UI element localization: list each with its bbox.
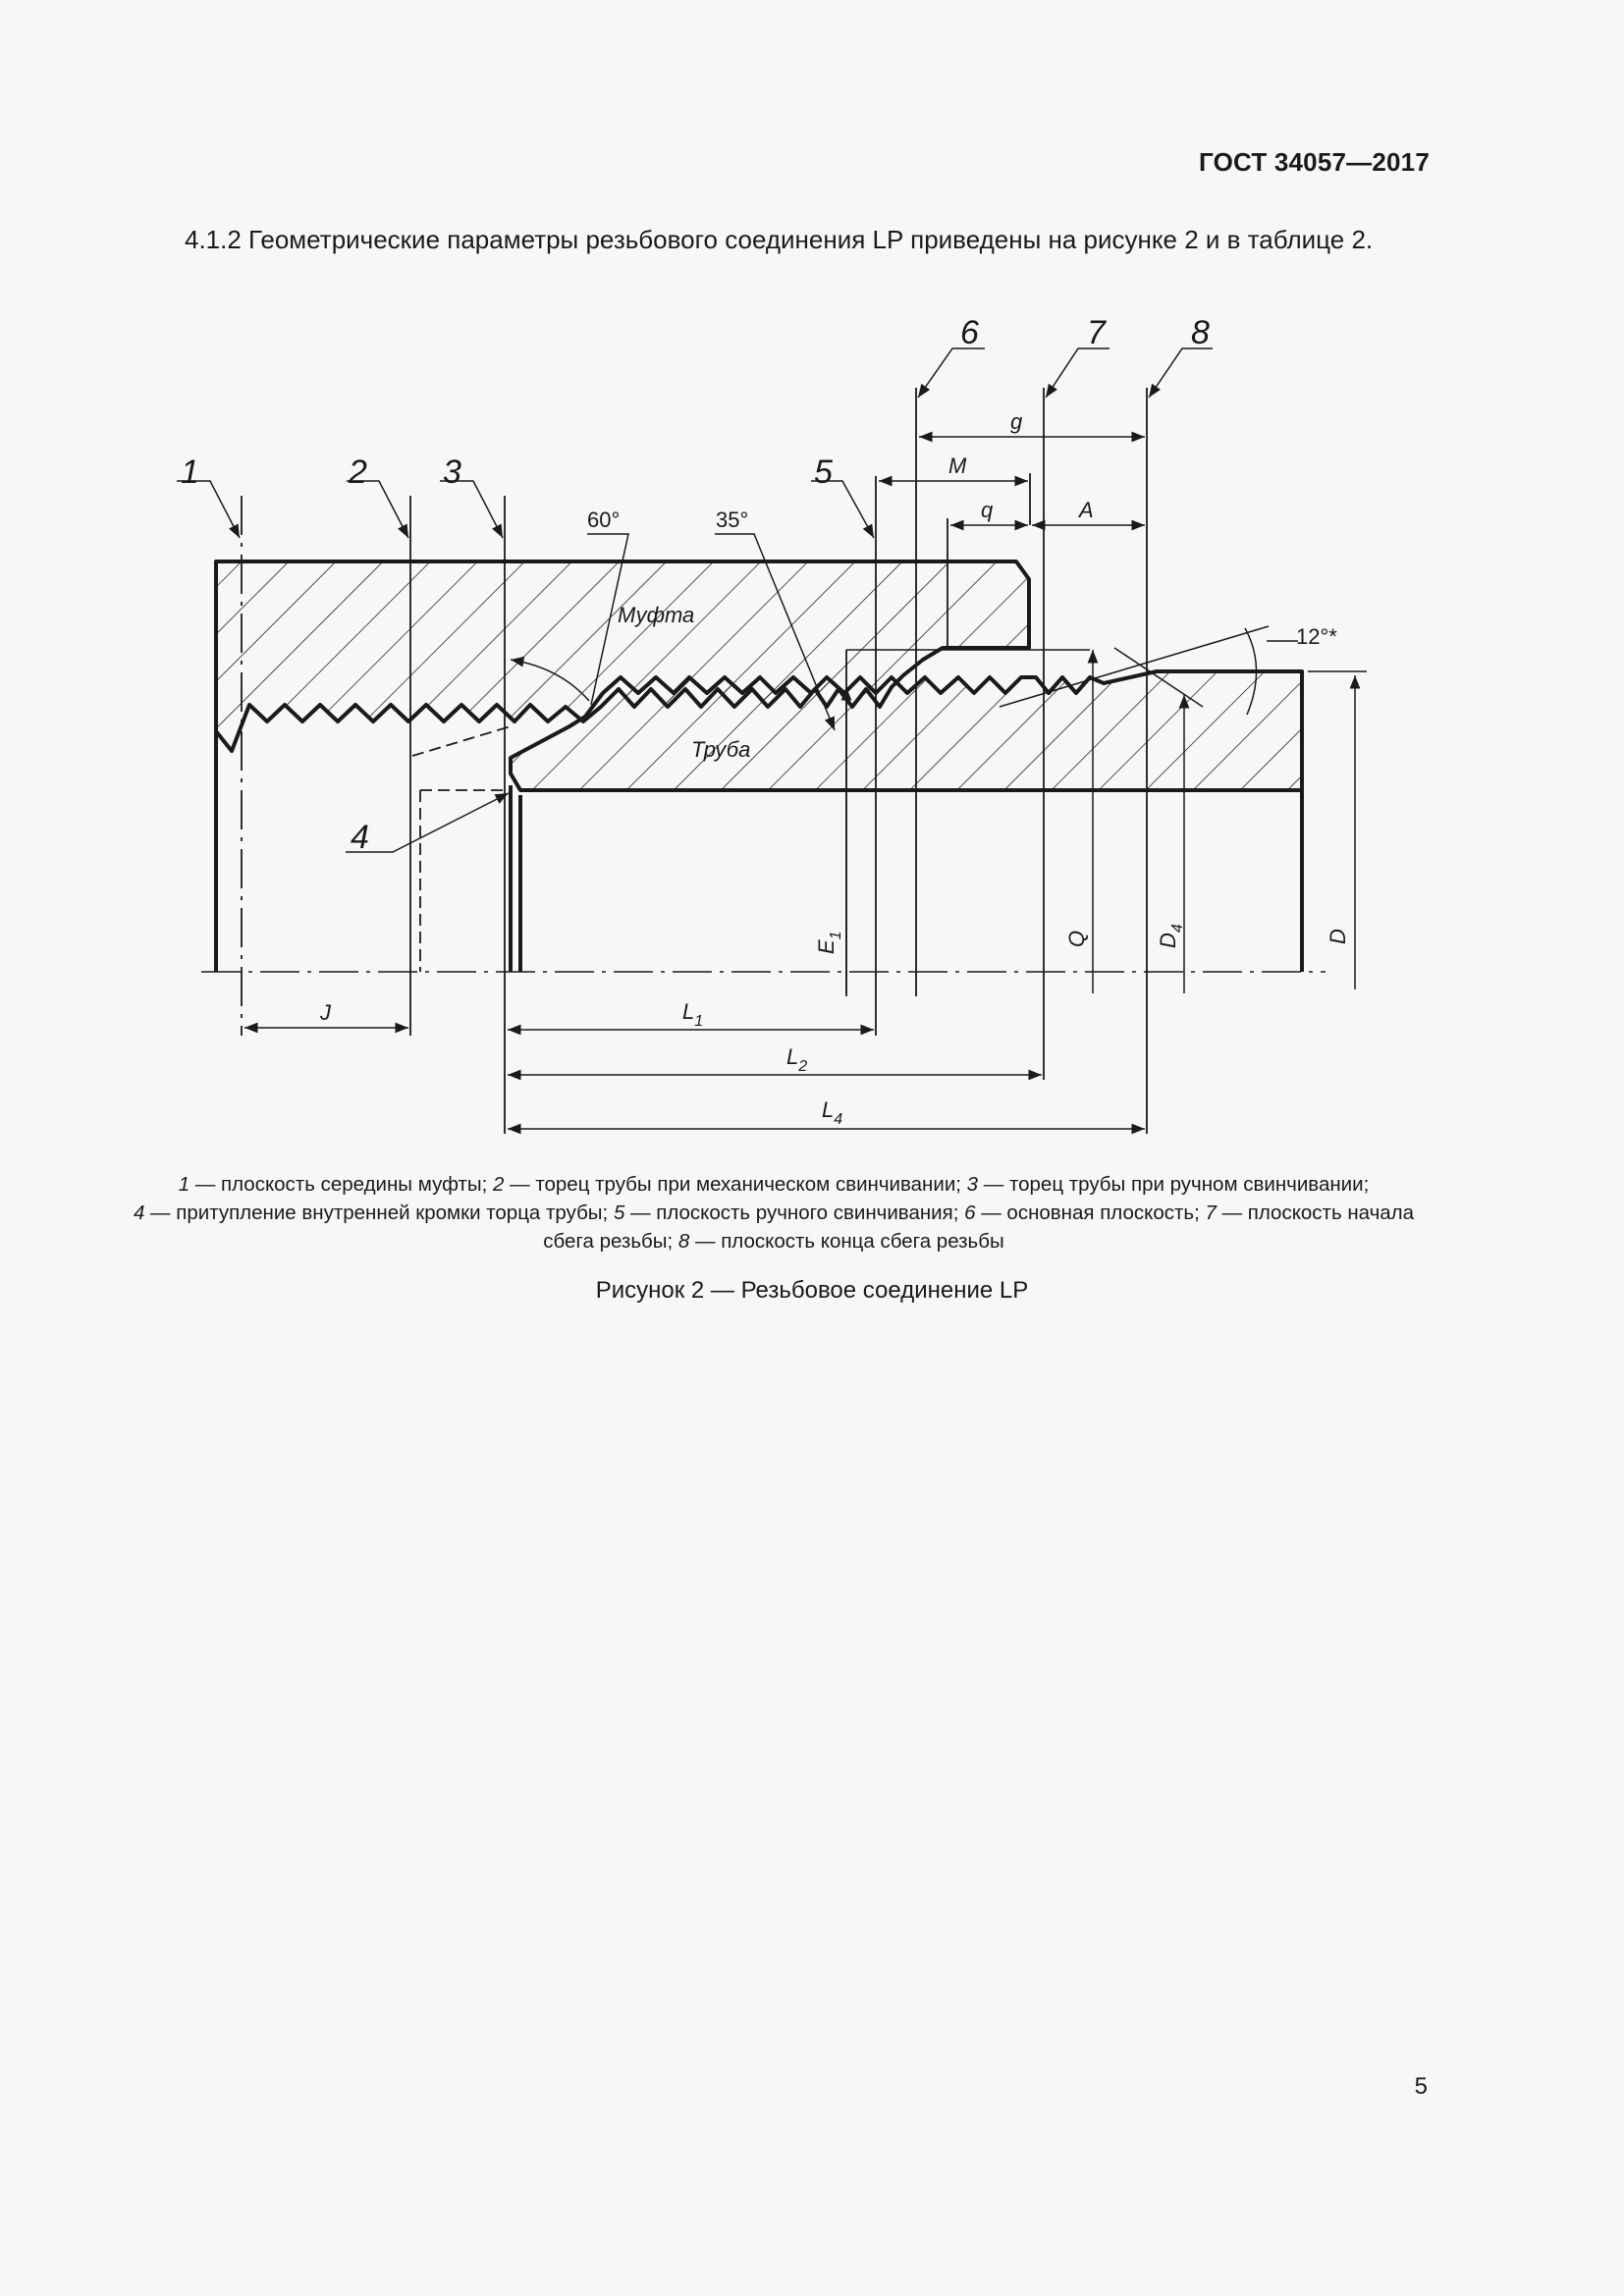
angle-60-label: 60° bbox=[587, 507, 621, 532]
callout-8: 8 bbox=[1191, 314, 1210, 351]
dim-D4: $D_4$ bbox=[1156, 924, 1186, 948]
dim-J: J bbox=[320, 1000, 331, 1025]
dim-A: A bbox=[1079, 498, 1094, 522]
dim-L1: $L_1$ bbox=[682, 999, 704, 1030]
callout-4: 4 bbox=[351, 819, 369, 856]
dim-L4: $L_4$ bbox=[822, 1097, 843, 1128]
callout-1: 1 bbox=[181, 454, 199, 491]
callout-6: 6 bbox=[960, 314, 979, 351]
coupling-label: Муфта bbox=[618, 603, 695, 627]
callout-3: 3 bbox=[443, 454, 461, 491]
dim-D: D bbox=[1326, 929, 1350, 944]
dim-E1: $E_1$ bbox=[814, 931, 844, 954]
document-code: ГОСТ 34057—2017 bbox=[1199, 147, 1430, 177]
callout-2: 2 bbox=[349, 454, 367, 491]
callout-5: 5 bbox=[814, 454, 833, 491]
dim-M: M bbox=[948, 454, 967, 478]
dim-L2: $L_2$ bbox=[786, 1044, 808, 1075]
angle-12-label: 12°* bbox=[1296, 624, 1337, 649]
dim-q: q bbox=[981, 498, 994, 522]
thread-connection-drawing bbox=[0, 294, 1624, 1178]
pipe-section bbox=[511, 671, 1302, 790]
figure-legend: 1 — плоскость середины муфты; 2 — торец трубы при механическом свинчивании; 3 — торец трубы при ручном свинчивании; 4 — притупление внутренней кромки торца трубы; 5 — плоскость ручного свинчивания; 6 — основная плоскость; 7 — плоскость начала сбега резьбы; 8 — плоскость конца сбега резьбы bbox=[133, 1173, 1415, 1254]
page-number: 5 bbox=[1414, 2073, 1428, 2100]
angle-35-label: 35° bbox=[716, 507, 749, 532]
callout-7: 7 bbox=[1087, 314, 1106, 351]
dim-g: g bbox=[1010, 409, 1023, 434]
pipe-label: Труба bbox=[691, 737, 751, 762]
dim-Q: Q bbox=[1064, 930, 1089, 947]
figure-caption: Рисунок 2 — Резьбовое соединение LP bbox=[595, 1277, 1029, 1304]
intro-paragraph: 4.1.2 Геометрические параметры резьбового соединения LP приведены на рисунке 2 и в таблице 2. bbox=[185, 225, 1374, 254]
